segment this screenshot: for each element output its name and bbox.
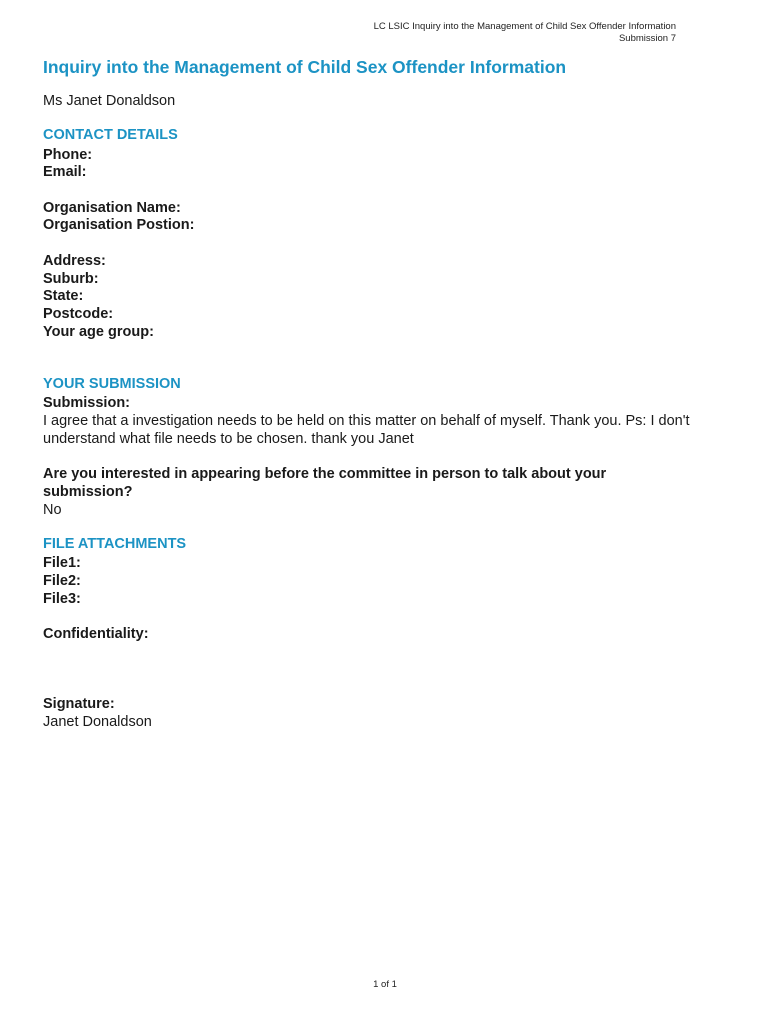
suburb-label: Suburb: — [43, 271, 99, 287]
file2-label: File2: — [43, 573, 81, 589]
page-number: 1 of 1 — [373, 979, 397, 990]
your-submission-heading: YOUR SUBMISSION — [43, 376, 181, 392]
page-title: Inquiry into the Management of Child Sex Offender Information — [43, 57, 567, 77]
confidentiality-label: Confidentiality: — [43, 626, 149, 642]
appearance-question: Are you interested in appearing before the committee in person to talk about your submission? — [43, 466, 607, 500]
organisation-name-label: Organisation Name: — [43, 200, 181, 216]
contact-details-heading: CONTACT DETAILS — [43, 127, 178, 143]
organisation-position-label: Organisation Postion: — [43, 217, 195, 233]
address-label: Address: — [43, 253, 106, 269]
header-inquiry-title: LC LSIC Inquiry into the Management of Child Sex Offender Information — [373, 21, 676, 32]
appearance-answer: No — [43, 502, 62, 518]
phone-label: Phone: — [43, 147, 93, 163]
email-label: Email: — [43, 164, 87, 180]
file1-label: File1: — [43, 555, 81, 571]
submission-label: Submission: — [43, 395, 131, 411]
signature-label: Signature: — [43, 696, 115, 712]
age-group-label: Your age group: — [43, 324, 154, 340]
state-label: State: — [43, 288, 84, 304]
author-name: Ms Janet Donaldson — [43, 93, 176, 109]
file-attachments-heading: FILE ATTACHMENTS — [43, 536, 187, 552]
file3-label: File3: — [43, 591, 81, 607]
submission-text: I agree that a investigation needs to be held on this matter on behalf of myself. Thank you. Ps: I don't understand what file needs to be chosen. thank you Janet — [43, 413, 690, 447]
header-submission-number: Submission 7 — [618, 33, 676, 44]
signature-value: Janet Donaldson — [43, 714, 152, 730]
postcode-label: Postcode: — [43, 306, 114, 322]
